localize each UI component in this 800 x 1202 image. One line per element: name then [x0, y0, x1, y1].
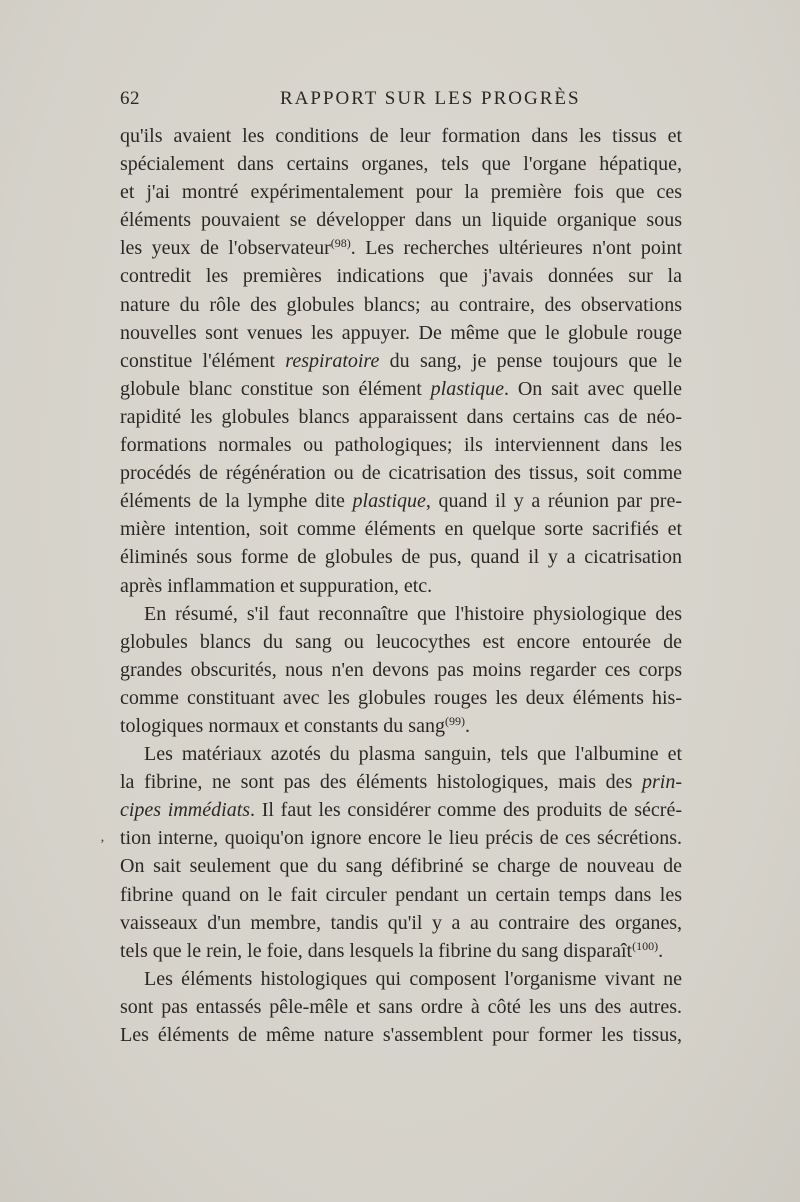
- text-line: [120, 881, 682, 909]
- text-run: .: [464, 714, 470, 737]
- text-line: [120, 600, 682, 628]
- text-run: éléments de la lymphe dite: [120, 490, 353, 513]
- text-run: constitue l'élément: [120, 349, 286, 372]
- text-line: [120, 122, 682, 150]
- margin-mark: ‚: [100, 830, 105, 845]
- text-run: tels que le rein, le foie, dans lesquels la fibrine du sang disparaît: [120, 939, 633, 962]
- text-line: [120, 234, 682, 262]
- text-line: [120, 937, 682, 965]
- text-line: [120, 768, 682, 796]
- text-run: On sait seulement que du sang défibriné se charge de nouveau de: [120, 855, 682, 878]
- page-header: [120, 88, 680, 114]
- body-text: [120, 122, 682, 1049]
- text-line: [120, 347, 682, 375]
- footnote-reference: (100): [632, 938, 659, 953]
- page-number: 62: [120, 88, 140, 109]
- text-line: [120, 572, 682, 600]
- text-run: spécialement dans certains organes, tels que l'organe hépatique,: [120, 153, 682, 176]
- footnote-reference: (99): [444, 713, 465, 728]
- text-run: formations normales ou pathologiques; ils interviennent dans les: [120, 434, 682, 457]
- text-run: nouvelles sont venues les appuyer. De même que le globule rouge: [120, 321, 682, 344]
- text-run: . Les recherches ultérieures n'ont point: [350, 237, 682, 260]
- italic-term: respiratoire: [285, 349, 380, 372]
- text-run: rapidité les globules blancs apparaissent dans certains cas de néo-: [120, 405, 682, 428]
- text-line: [120, 178, 682, 206]
- italic-term: plastique: [430, 377, 505, 400]
- text-run: fibrine quand on le fait circuler pendant un certain temps dans les: [120, 883, 682, 906]
- text-run: la fibrine, ne sont pas des éléments histologiques, mais des: [120, 771, 642, 794]
- text-run: globule blanc constitue son élément: [120, 377, 431, 400]
- text-run: Les éléments histologiques qui composent l'organisme vivant ne: [144, 967, 682, 990]
- text-line: [120, 965, 682, 993]
- text-run: grandes obscurités, nous n'en devons pas moins regarder ces corps: [120, 658, 682, 681]
- text-line: [120, 628, 682, 656]
- text-run: comme constituant avec les globules rouges les deux éléments his-: [120, 686, 682, 709]
- footnote-reference: (98): [330, 236, 351, 251]
- text-line: [120, 206, 682, 234]
- text-line: [120, 375, 682, 403]
- text-run: , quand il y a réunion par pre-: [425, 490, 683, 513]
- text-run: éléments pouvaient se développer dans un liquide organique sous: [120, 209, 682, 232]
- text-run: .: [658, 939, 664, 962]
- text-line: [120, 291, 682, 319]
- text-run: . Il faut les considérer comme des produits de sécré-: [250, 799, 682, 822]
- text-run: les yeux de l'observateur: [120, 237, 331, 260]
- text-line: [120, 543, 682, 571]
- italic-term: cipes immédiats: [120, 799, 251, 822]
- text-line: [120, 684, 682, 712]
- text-run: tion interne, quoiqu'on ignore encore le lieu précis de ces sécrétions.: [120, 827, 682, 850]
- text-run: En résumé, s'il faut reconnaître que l'histoire physiologique des: [144, 602, 682, 625]
- text-run: et j'ai montré expérimentalement pour la première fois que ces: [120, 181, 682, 204]
- text-line: [120, 909, 682, 937]
- text-line: [120, 712, 682, 740]
- text-line: [120, 796, 682, 824]
- text-run: . On sait avec quelle: [504, 377, 682, 400]
- text-run: globules blancs du sang ou leucocythes est encore entourée de: [120, 630, 682, 653]
- text-run: Les matériaux azotés du plasma sanguin, tels que l'albumine et: [144, 743, 682, 766]
- text-line: [120, 740, 682, 768]
- text-run: vaisseaux d'un membre, tandis qu'il y a au contraire des organes,: [120, 911, 682, 934]
- text-run: éliminés sous forme de globules de pus, quand il y a cicatrisation: [120, 546, 682, 569]
- text-run: du sang, je pense toujours que le: [379, 349, 682, 372]
- italic-term: prin-: [642, 771, 682, 794]
- text-line: [120, 824, 682, 852]
- text-line: [120, 431, 682, 459]
- text-run: contredit les premières indications que j'avais données sur la: [120, 265, 682, 288]
- text-run: après inflammation et suppuration, etc.: [120, 574, 433, 597]
- text-line: [120, 515, 682, 543]
- text-line: [120, 150, 682, 178]
- text-line: [120, 459, 682, 487]
- text-run: sont pas entassés pêle-mêle et sans ordre à côté les uns des autres.: [120, 995, 682, 1018]
- text-line: [120, 487, 682, 515]
- text-run: Les éléments de même nature s'assemblent pour former les tissus,: [120, 1024, 682, 1046]
- text-run: procédés de régénération ou de cicatrisation des tissus, soit comme: [120, 462, 682, 485]
- running-title: RAPPORT SUR LES PROGRÈS: [280, 88, 581, 109]
- text-run: nature du rôle des globules blancs; au contraire, des observations: [120, 293, 682, 316]
- text-line: [120, 262, 682, 290]
- text-run: qu'ils avaient les conditions de leur formation dans les tissus et: [120, 125, 682, 147]
- text-line: [120, 1021, 682, 1049]
- text-line: [120, 852, 682, 880]
- text-line: [120, 656, 682, 684]
- text-run: tologiques normaux et constants du sang: [120, 714, 445, 737]
- text-line: [120, 319, 682, 347]
- text-line: [120, 993, 682, 1021]
- text-run: mière intention, soit comme éléments en quelque sorte sacrifiés et: [120, 518, 682, 541]
- text-line: [120, 403, 682, 431]
- italic-term: plastique: [352, 490, 426, 513]
